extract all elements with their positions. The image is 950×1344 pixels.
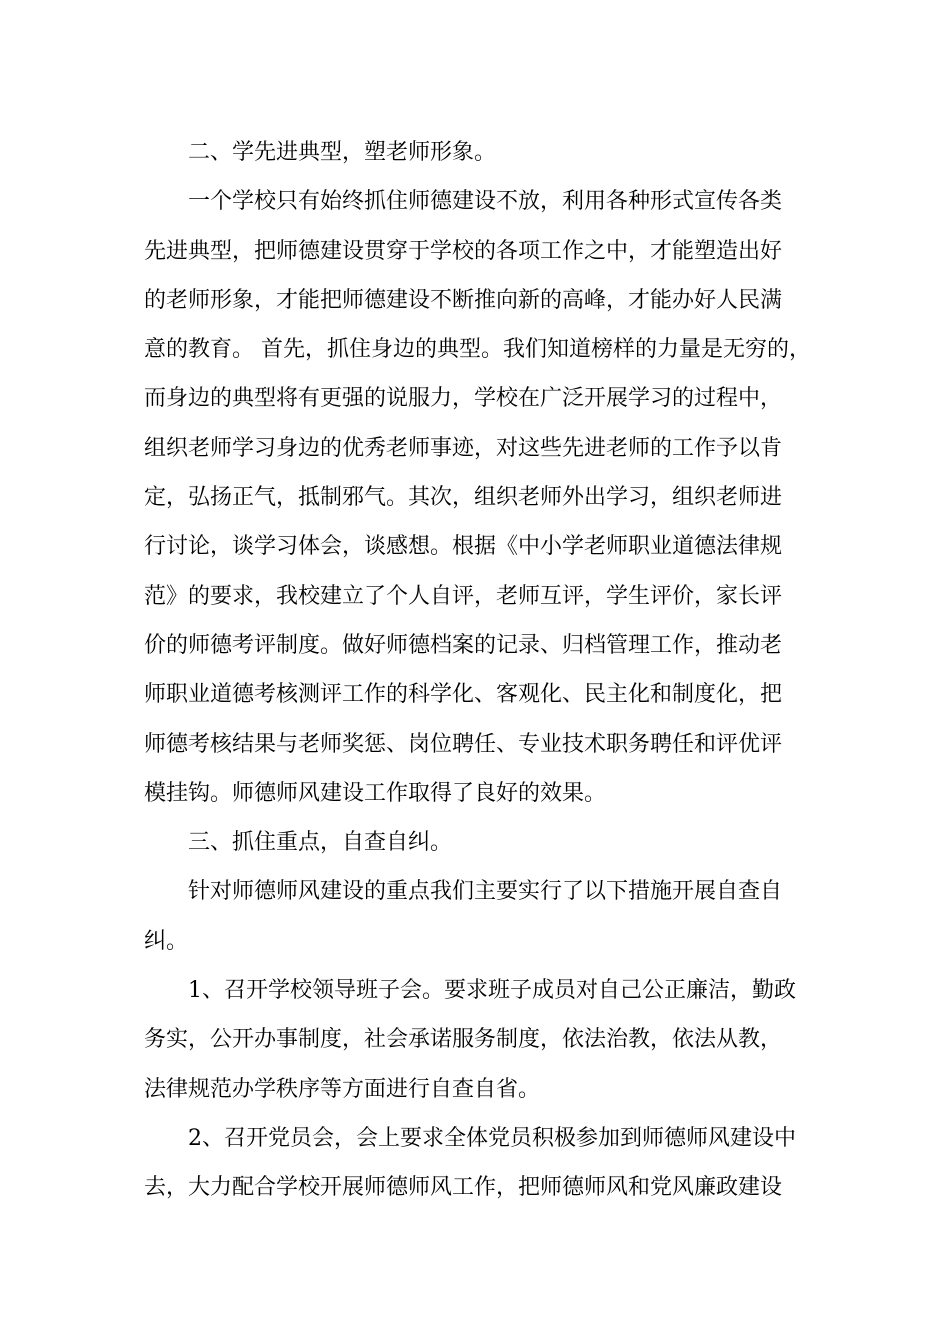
text-line: 组织老师学习身边的优秀老师事迹，对这些先进老师的工作予以肯: [144, 435, 783, 461]
text-line: 师职业道德考核测评工作的科学化、客观化、民主化和制度化，把: [144, 682, 783, 708]
text-line: 的老师形象，才能把师德建设不断推向新的高峰，才能办好人民满: [144, 287, 783, 313]
text-line: 针对师德师风建设的重点我们主要实行了以下措施开展自查自: [188, 879, 783, 905]
paragraph-self-inspection: [144, 867, 814, 966]
text-line: 师德考核结果与老师奖惩、岗位聘任、专业技术职务聘任和评优评: [144, 731, 783, 757]
text-line: 纠。: [144, 928, 189, 954]
paragraph-item-2: [144, 1114, 814, 1213]
text-line: 行讨论，谈学习体会，谈感想。根据《中小学老师职业道德法律规: [144, 534, 783, 560]
text-line: 1、召开学校领导班子会。要求班子成员对自己公正廉洁，勤政: [188, 978, 796, 1004]
text-line: 2、召开党员会，会上要求全体党员积极参加到师德师风建设中: [188, 1125, 796, 1151]
section-heading-3: [144, 818, 814, 867]
text-line: 价的师德考评制度。做好师德档案的记录、归档管理工作，推动老: [144, 632, 783, 658]
document-body: [144, 128, 814, 1213]
text-line: 先进典型，把师德建设贯穿于学校的各项工作之中，才能塑造出好: [144, 238, 783, 264]
text-line: 法律规范办学秩序等方面进行自查自省。: [144, 1076, 541, 1102]
text-line: 一个学校只有始终抓住师德建设不放，利用各种形式宣传各类: [188, 189, 783, 215]
text-line: 意的教育。 首先，抓住身边的典型。我们知道榜样的力量是无穷的，: [144, 337, 811, 363]
text-line: 三、抓住重点，自查自纠。: [188, 830, 453, 856]
text-line: 范》的要求，我校建立了个人自评，老师互评，学生评价，家长评: [144, 583, 783, 609]
text-line: 二、学先进典型，塑老师形象。: [188, 140, 497, 165]
paragraph-item-1: [144, 966, 814, 1114]
text-line: 去，大力配合学校开展师德师风工作，把师德师风和党风廉政建设: [144, 1175, 783, 1201]
text-line: 务实，公开办事制度，社会承诺服务制度，依法治教，依法从教，: [144, 1027, 783, 1053]
text-line: 模挂钩。师德师风建设工作取得了良好的效果。: [144, 780, 607, 806]
text-line: 定，弘扬正气，抵制邪气。其次，组织老师外出学习，组织老师进: [144, 485, 783, 511]
text-line: 而身边的典型将有更强的说服力，学校在广泛开展学习的过程中，: [144, 386, 783, 412]
paragraph-typical-models: [144, 177, 814, 818]
section-heading-2: [144, 128, 814, 177]
